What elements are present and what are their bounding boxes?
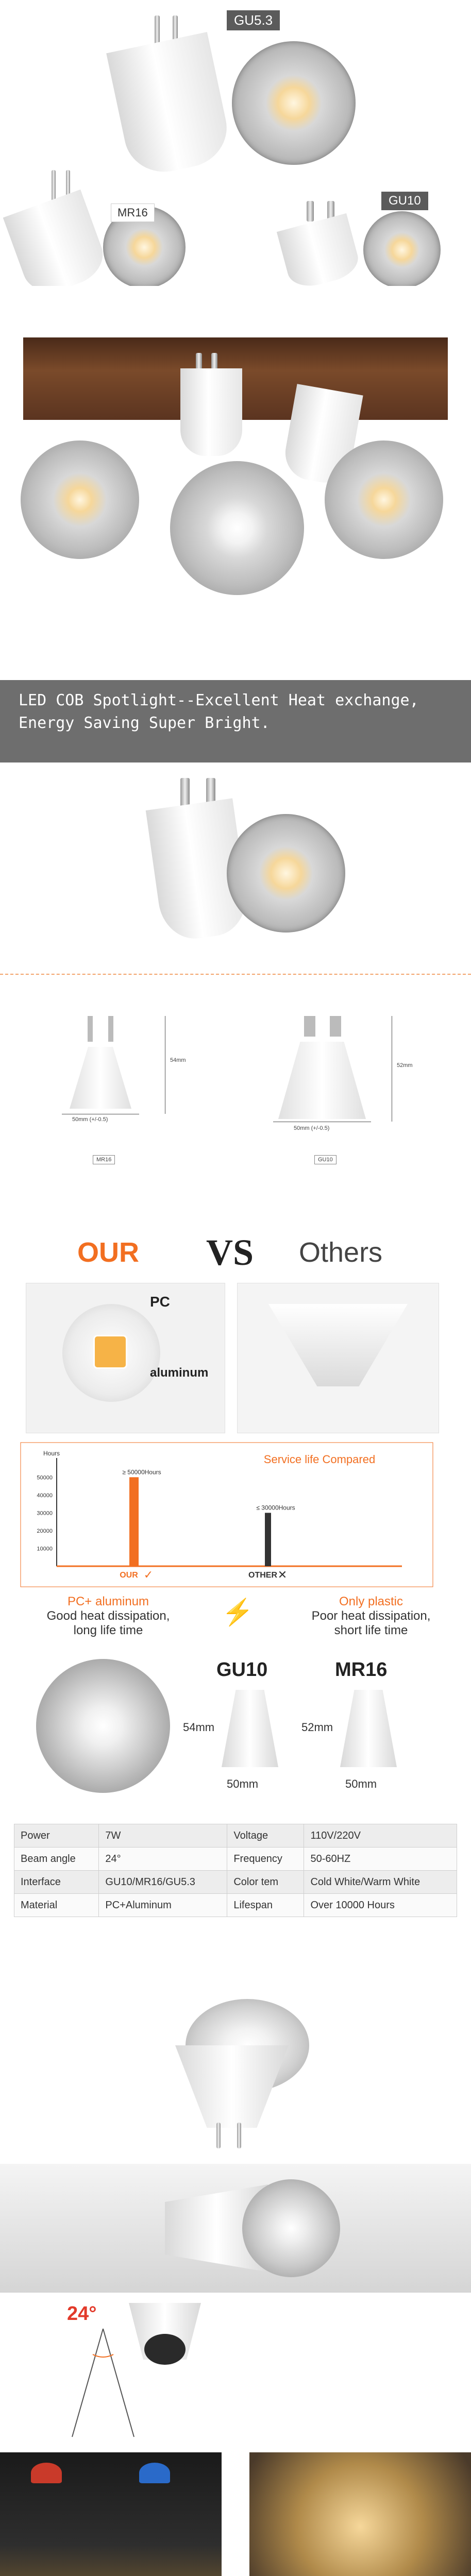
spec-row	[14, 1871, 457, 1894]
size-section	[0, 1654, 471, 1824]
spec-cell-v1: PC+Aluminum	[99, 1894, 227, 1917]
gu10-feature-photo	[0, 773, 471, 969]
ours-photo	[26, 1283, 225, 1433]
right-note	[289, 1595, 453, 1638]
right-width-label: 50mm (+/-0.5)	[294, 1125, 330, 1131]
mr16-size-title: MR16	[335, 1659, 388, 1681]
service-life-section	[0, 1437, 471, 1654]
mr16-product-photo	[0, 1963, 471, 2164]
mr16-size-drawing	[340, 1690, 397, 1767]
others-photo	[237, 1283, 439, 1433]
spec-cell-k2: Voltage	[227, 1824, 304, 1848]
spec-cell-k1: Beam angle	[14, 1848, 99, 1871]
gu10-size-title: GU10	[216, 1659, 268, 1681]
hero-section	[0, 0, 471, 289]
spec-row	[14, 1848, 457, 1871]
mr16-size-height: 52mm	[301, 1721, 333, 1734]
right-note-title: Only plastic	[339, 1595, 403, 1608]
versus-section	[0, 1231, 471, 1437]
beam-angle-label: 24°	[67, 2303, 97, 2325]
spec-cell-k2: Lifespan	[227, 1894, 304, 1917]
right-note-line1: Poor heat dissipation,	[311, 1609, 431, 1623]
scene-chandelier	[249, 2452, 471, 2576]
ours-heading: OUR	[77, 1237, 139, 1268]
lightning-icon: ⚡	[222, 1598, 254, 1626]
gu10-size-height: 54mm	[183, 1721, 215, 1734]
spec-cell-v1: 24°	[99, 1848, 227, 1871]
spec-cell-v2: Over 10000 Hours	[304, 1894, 457, 1917]
group-bulb-2	[170, 461, 304, 595]
spec-cell-k2: Color tem	[227, 1871, 304, 1894]
check-icon: ✓	[143, 1569, 154, 1582]
y-tick-label: 10000	[37, 1546, 53, 1552]
spec-cell-k1: Power	[14, 1824, 99, 1848]
spec-cell-k1: Interface	[14, 1871, 99, 1894]
banner-line-1: LED COB Spotlight--Excellent Heat exchange,	[19, 691, 419, 709]
spec-cell-v1: 7W	[99, 1824, 227, 1848]
data-label: ≥ 50000Hours	[122, 1468, 161, 1476]
group-bulb-1	[21, 440, 139, 559]
front-view-bulb	[36, 1659, 170, 1793]
spec-table-section	[0, 1819, 471, 1958]
spec-cell-v2: 50-60HZ	[304, 1848, 457, 1871]
group-bulb-3	[325, 440, 443, 559]
spec-row	[14, 1824, 457, 1848]
y-tick-label: 30000	[37, 1510, 53, 1517]
spec-cell-v2: 110V/220V	[304, 1824, 457, 1848]
dimension-drawing-left	[41, 1006, 196, 1191]
spec-table	[14, 1824, 457, 1917]
gu10-size-width: 50mm	[227, 1777, 259, 1790]
left-height-label: 54mm	[170, 1057, 186, 1063]
gu10-size-drawing	[222, 1690, 278, 1767]
left-note-line1: Good heat dissipation,	[46, 1609, 170, 1623]
y-axis-label: Hours	[43, 1450, 60, 1457]
left-model-label: MR16	[93, 1155, 115, 1164]
right-note-line2: short life time	[334, 1623, 408, 1637]
product-group-photo	[0, 286, 471, 595]
mr16-label: MR16	[111, 204, 155, 222]
bar-other	[265, 1513, 271, 1566]
beam-angle-section	[0, 2293, 471, 2447]
right-height-label: 52mm	[397, 1062, 413, 1069]
others-heading: Others	[299, 1237, 383, 1268]
banner-line-2: Energy Saving Super Bright.	[19, 714, 270, 732]
y-tick-label: 40000	[37, 1492, 53, 1499]
dimension-section	[0, 974, 471, 1232]
left-note-title: PC+ aluminum	[67, 1595, 149, 1608]
cross-icon: ✕	[277, 1569, 288, 1582]
left-note	[31, 1595, 186, 1638]
spec-cell-k1: Material	[14, 1894, 99, 1917]
spec-row	[14, 1894, 457, 1917]
scene-fruit-shop	[0, 2452, 222, 2576]
vs-heading: VS	[206, 1232, 254, 1273]
scene-photos-row	[0, 2452, 471, 2576]
chart-title: Service life Compared	[263, 1453, 376, 1466]
spec-cell-v1: GU10/MR16/GU5.3	[99, 1871, 227, 1894]
dimension-drawing-right	[258, 1006, 433, 1191]
gu53-label: GU5.3	[227, 10, 280, 30]
feature-banner	[0, 680, 471, 762]
data-label: ≤ 30000Hours	[256, 1504, 295, 1512]
bar-our	[129, 1477, 139, 1566]
mr16-size-width: 50mm	[345, 1777, 377, 1790]
left-width-label: 50mm (+/-0.5)	[72, 1116, 108, 1123]
y-tick-label: 20000	[37, 1528, 53, 1534]
pc-label: PC	[150, 1294, 170, 1310]
category-label: OUR	[120, 1571, 138, 1580]
aluminum-label: aluminum	[150, 1366, 209, 1380]
mr16-bulb-image	[5, 170, 227, 289]
gu53-bulb-image	[77, 15, 366, 185]
gu10-bulb-image	[263, 201, 464, 289]
left-note-line2: long life time	[73, 1623, 143, 1637]
category-label: OTHER	[248, 1571, 277, 1580]
spec-cell-k2: Frequency	[227, 1848, 304, 1871]
right-model-label: GU10	[314, 1155, 337, 1164]
gu10-label: GU10	[381, 192, 428, 210]
spec-cell-v2: Cold White/Warm White	[304, 1871, 457, 1894]
service-life-chart	[0, 1437, 471, 1592]
y-tick-label: 50000	[37, 1475, 53, 1481]
side-view-photo	[0, 2164, 471, 2293]
